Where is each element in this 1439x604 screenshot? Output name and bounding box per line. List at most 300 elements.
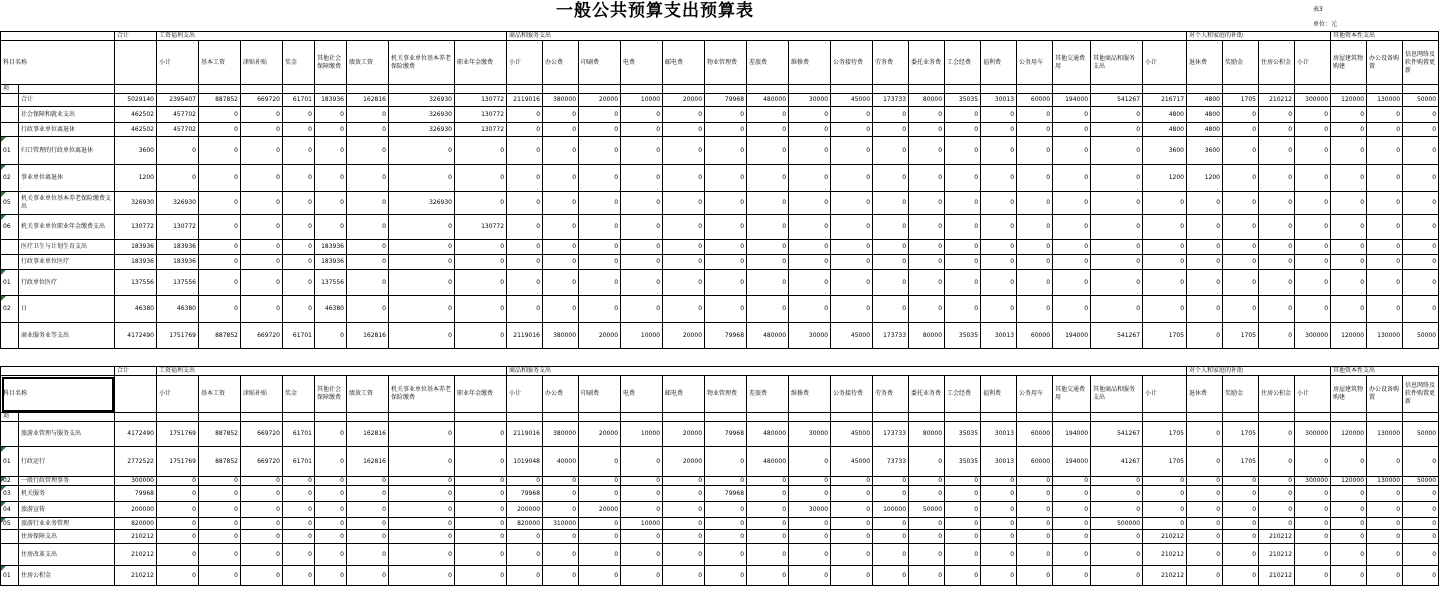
value-cell[interactable]: 0 [1053, 107, 1091, 123]
value-cell[interactable]: 130000 [1367, 323, 1403, 349]
value-cell[interactable]: 0 [1331, 296, 1367, 323]
value-cell[interactable]: 380000 [543, 94, 579, 107]
value-cell[interactable]: 0 [1403, 486, 1439, 502]
value-cell[interactable]: 210212 [1259, 544, 1295, 566]
value-cell[interactable]: 326930 [157, 192, 199, 215]
value-cell[interactable]: 0 [873, 270, 909, 296]
value-cell[interactable]: 210212 [1143, 544, 1187, 566]
value-cell[interactable]: 0 [157, 502, 199, 518]
value-cell[interactable]: 0 [1091, 215, 1143, 240]
value-cell[interactable]: 0 [747, 544, 789, 566]
value-cell[interactable]: 0 [283, 137, 315, 165]
subject-name-cell[interactable]: 旅游行业业务管理 [19, 518, 115, 530]
value-cell[interactable]: 0 [621, 255, 663, 270]
value-cell[interactable]: 0 [1091, 240, 1143, 255]
value-cell[interactable]: 5029140 [115, 94, 157, 107]
value-cell[interactable]: 0 [1331, 123, 1367, 137]
value-cell[interactable]: 0 [621, 165, 663, 192]
value-cell[interactable]: 300000 [1295, 323, 1331, 349]
value-cell[interactable]: 380000 [543, 323, 579, 349]
value-cell[interactable]: 326930 [389, 123, 455, 137]
code-cell[interactable]: 02 [1, 477, 19, 486]
value-cell[interactable]: 0 [199, 477, 241, 486]
value-cell[interactable]: 0 [705, 518, 747, 530]
subject-name-cell[interactable]: 行政单位医疗 [19, 270, 115, 296]
code-cell[interactable] [1, 422, 19, 447]
code-cell[interactable] [1, 123, 19, 137]
code-cell[interactable]: 02 [1, 296, 19, 323]
value-cell[interactable]: 0 [1331, 192, 1367, 215]
value-cell[interactable]: 4800 [1187, 123, 1223, 137]
value-cell[interactable]: 0 [507, 566, 543, 586]
value-cell[interactable]: 0 [315, 486, 347, 502]
value-cell[interactable]: 0 [1259, 477, 1295, 486]
value-cell[interactable]: 20000 [579, 422, 621, 447]
value-cell[interactable]: 61701 [283, 422, 315, 447]
value-cell[interactable]: 1705 [1223, 447, 1259, 477]
value-cell[interactable]: 0 [747, 215, 789, 240]
value-cell[interactable]: 0 [199, 165, 241, 192]
value-cell[interactable]: 137556 [315, 270, 347, 296]
value-cell[interactable]: 0 [909, 530, 945, 544]
value-cell[interactable]: 0 [455, 240, 507, 255]
value-cell[interactable]: 0 [981, 486, 1017, 502]
value-cell[interactable]: 130000 [1367, 477, 1403, 486]
value-cell[interactable]: 0 [1091, 477, 1143, 486]
value-cell[interactable]: 0 [789, 530, 831, 544]
value-cell[interactable]: 0 [1053, 192, 1091, 215]
value-cell[interactable]: 0 [945, 215, 981, 240]
value-cell[interactable]: 0 [705, 165, 747, 192]
value-cell[interactable]: 0 [621, 486, 663, 502]
value-cell[interactable]: 30013 [981, 447, 1017, 477]
value-cell[interactable]: 0 [1259, 502, 1295, 518]
value-cell[interactable]: 0 [455, 192, 507, 215]
value-cell[interactable]: 0 [873, 296, 909, 323]
value-cell[interactable]: 194000 [1053, 323, 1091, 349]
value-cell[interactable]: 0 [507, 530, 543, 544]
value-cell[interactable]: 0 [389, 165, 455, 192]
value-cell[interactable]: 0 [873, 123, 909, 137]
value-cell[interactable]: 0 [621, 502, 663, 518]
value-cell[interactable]: 0 [1331, 270, 1367, 296]
value-cell[interactable]: 0 [579, 530, 621, 544]
value-cell[interactable]: 0 [347, 477, 389, 486]
value-cell[interactable]: 0 [1403, 447, 1439, 477]
value-cell[interactable]: 183936 [315, 94, 347, 107]
value-cell[interactable]: 0 [621, 240, 663, 255]
value-cell[interactable]: 0 [283, 502, 315, 518]
value-cell[interactable]: 4172490 [115, 422, 157, 447]
value-cell[interactable]: 0 [283, 296, 315, 323]
value-cell[interactable]: 0 [389, 323, 455, 349]
value-cell[interactable]: 0 [831, 137, 873, 165]
code-cell[interactable]: 05 [1, 518, 19, 530]
value-cell[interactable]: 0 [283, 544, 315, 566]
value-cell[interactable]: 0 [873, 486, 909, 502]
value-cell[interactable]: 0 [1331, 240, 1367, 255]
value-cell[interactable]: 0 [981, 566, 1017, 586]
value-cell[interactable]: 0 [1017, 165, 1053, 192]
value-cell[interactable]: 0 [1143, 477, 1187, 486]
value-cell[interactable]: 0 [199, 107, 241, 123]
value-cell[interactable]: 0 [1367, 192, 1403, 215]
value-cell[interactable]: 173733 [873, 94, 909, 107]
value-cell[interactable]: 0 [747, 255, 789, 270]
value-cell[interactable]: 3600 [1187, 137, 1223, 165]
value-cell[interactable]: 0 [543, 255, 579, 270]
value-cell[interactable]: 194000 [1053, 422, 1091, 447]
value-cell[interactable]: 0 [1259, 270, 1295, 296]
value-cell[interactable]: 30013 [981, 94, 1017, 107]
value-cell[interactable]: 887852 [199, 323, 241, 349]
value-cell[interactable]: 0 [1017, 192, 1053, 215]
value-cell[interactable]: 0 [705, 296, 747, 323]
value-cell[interactable]: 0 [1295, 255, 1331, 270]
value-cell[interactable]: 0 [747, 477, 789, 486]
value-cell[interactable]: 0 [199, 518, 241, 530]
value-cell[interactable]: 0 [747, 123, 789, 137]
value-cell[interactable]: 0 [1187, 477, 1223, 486]
value-cell[interactable]: 480000 [747, 447, 789, 477]
value-cell[interactable]: 20000 [579, 323, 621, 349]
value-cell[interactable]: 0 [347, 240, 389, 255]
value-cell[interactable]: 0 [1295, 530, 1331, 544]
value-cell[interactable]: 0 [507, 192, 543, 215]
value-cell[interactable]: 0 [1053, 123, 1091, 137]
value-cell[interactable]: 0 [1367, 215, 1403, 240]
value-cell[interactable]: 0 [1367, 502, 1403, 518]
code-cell[interactable] [1, 255, 19, 270]
value-cell[interactable]: 2119016 [507, 422, 543, 447]
value-cell[interactable]: 0 [1223, 192, 1259, 215]
value-cell[interactable]: 1019048 [507, 447, 543, 477]
value-cell[interactable]: 216717 [1143, 94, 1187, 107]
value-cell[interactable]: 0 [831, 165, 873, 192]
value-cell[interactable]: 210212 [115, 544, 157, 566]
subject-name-cell[interactable]: 机关事业单位基本养老保险缴费支出 [19, 192, 115, 215]
subject-name-cell[interactable]: 旅游业管理与服务支出 [19, 422, 115, 447]
value-cell[interactable]: 0 [543, 192, 579, 215]
value-cell[interactable]: 0 [1187, 215, 1223, 240]
value-cell[interactable]: 0 [747, 296, 789, 323]
value-cell[interactable]: 1705 [1143, 447, 1187, 477]
value-cell[interactable]: 0 [663, 544, 705, 566]
value-cell[interactable]: 130772 [455, 107, 507, 123]
value-cell[interactable]: 0 [945, 502, 981, 518]
value-cell[interactable]: 0 [1053, 502, 1091, 518]
value-cell[interactable]: 0 [621, 477, 663, 486]
value-cell[interactable]: 0 [1259, 137, 1295, 165]
value-cell[interactable]: 0 [507, 165, 543, 192]
subject-name-cell[interactable]: 住房保障支出 [19, 530, 115, 544]
value-cell[interactable]: 183936 [115, 240, 157, 255]
value-cell[interactable]: 0 [543, 107, 579, 123]
subject-name-cell[interactable]: 归口管理的行政单位离退休 [19, 137, 115, 165]
value-cell[interactable]: 0 [1331, 215, 1367, 240]
value-cell[interactable]: 0 [1367, 518, 1403, 530]
value-cell[interactable]: 887852 [199, 422, 241, 447]
value-cell[interactable]: 130772 [115, 215, 157, 240]
value-cell[interactable]: 0 [347, 544, 389, 566]
value-cell[interactable]: 0 [455, 255, 507, 270]
value-cell[interactable]: 0 [455, 447, 507, 477]
value-cell[interactable]: 0 [663, 107, 705, 123]
value-cell[interactable]: 0 [1367, 123, 1403, 137]
value-cell[interactable]: 669720 [241, 447, 283, 477]
value-cell[interactable]: 30013 [981, 422, 1017, 447]
value-cell[interactable]: 0 [831, 255, 873, 270]
value-cell[interactable]: 0 [579, 477, 621, 486]
value-cell[interactable]: 173733 [873, 422, 909, 447]
value-cell[interactable]: 0 [507, 255, 543, 270]
value-cell[interactable]: 0 [455, 486, 507, 502]
code-cell[interactable]: 05 [1, 192, 19, 215]
value-cell[interactable]: 0 [455, 530, 507, 544]
subject-name-cell[interactable]: 一般行政管理事务 [19, 477, 115, 486]
value-cell[interactable]: 0 [831, 270, 873, 296]
value-cell[interactable]: 0 [1223, 502, 1259, 518]
code-cell[interactable] [1, 240, 19, 255]
value-cell[interactable]: 0 [283, 486, 315, 502]
value-cell[interactable]: 0 [579, 123, 621, 137]
value-cell[interactable]: 35035 [945, 422, 981, 447]
value-cell[interactable]: 173733 [873, 323, 909, 349]
value-cell[interactable]: 0 [315, 192, 347, 215]
value-cell[interactable]: 0 [831, 518, 873, 530]
value-cell[interactable]: 380000 [543, 422, 579, 447]
value-cell[interactable]: 0 [347, 296, 389, 323]
value-cell[interactable]: 0 [157, 137, 199, 165]
value-cell[interactable]: 0 [241, 530, 283, 544]
value-cell[interactable]: 0 [1091, 107, 1143, 123]
value-cell[interactable]: 541267 [1091, 323, 1143, 349]
value-cell[interactable]: 30000 [789, 323, 831, 349]
value-cell[interactable]: 0 [1143, 518, 1187, 530]
value-cell[interactable]: 0 [1367, 165, 1403, 192]
value-cell[interactable]: 0 [1367, 137, 1403, 165]
value-cell[interactable]: 0 [1295, 270, 1331, 296]
value-cell[interactable]: 0 [747, 486, 789, 502]
value-cell[interactable]: 0 [1223, 240, 1259, 255]
value-cell[interactable]: 0 [1053, 165, 1091, 192]
value-cell[interactable]: 457702 [157, 123, 199, 137]
value-cell[interactable]: 0 [981, 502, 1017, 518]
value-cell[interactable]: 1751769 [157, 422, 199, 447]
value-cell[interactable]: 3600 [1143, 137, 1187, 165]
value-cell[interactable]: 2395407 [157, 94, 199, 107]
value-cell[interactable]: 0 [1187, 323, 1223, 349]
value-cell[interactable]: 0 [945, 255, 981, 270]
value-cell[interactable]: 0 [1295, 502, 1331, 518]
value-cell[interactable]: 1705 [1223, 323, 1259, 349]
value-cell[interactable]: 0 [1091, 544, 1143, 566]
value-cell[interactable]: 0 [1091, 566, 1143, 586]
value-cell[interactable]: 183936 [157, 240, 199, 255]
value-cell[interactable]: 0 [789, 215, 831, 240]
subject-name-cell[interactable]: 医疗卫生与计划生育支出 [19, 240, 115, 255]
value-cell[interactable]: 0 [283, 215, 315, 240]
value-cell[interactable]: 0 [909, 296, 945, 323]
value-cell[interactable]: 0 [1295, 486, 1331, 502]
value-cell[interactable]: 0 [747, 240, 789, 255]
value-cell[interactable]: 0 [157, 566, 199, 586]
value-cell[interactable]: 0 [315, 165, 347, 192]
value-cell[interactable]: 0 [283, 123, 315, 137]
value-cell[interactable]: 0 [1403, 566, 1439, 586]
subject-name-cell[interactable]: 事业单位离退休 [19, 165, 115, 192]
value-cell[interactable]: 0 [1295, 447, 1331, 477]
value-cell[interactable]: 0 [981, 240, 1017, 255]
value-cell[interactable]: 0 [315, 107, 347, 123]
value-cell[interactable]: 0 [663, 240, 705, 255]
value-cell[interactable]: 2772522 [115, 447, 157, 477]
value-cell[interactable]: 0 [663, 518, 705, 530]
value-cell[interactable]: 3600 [115, 137, 157, 165]
value-cell[interactable]: 0 [347, 107, 389, 123]
value-cell[interactable]: 0 [1187, 530, 1223, 544]
value-cell[interactable]: 0 [909, 192, 945, 215]
value-cell[interactable]: 0 [157, 486, 199, 502]
value-cell[interactable]: 130000 [1367, 422, 1403, 447]
value-cell[interactable]: 0 [789, 270, 831, 296]
value-cell[interactable]: 0 [1053, 566, 1091, 586]
value-cell[interactable]: 210212 [1259, 94, 1295, 107]
value-cell[interactable]: 0 [283, 270, 315, 296]
value-cell[interactable]: 0 [543, 270, 579, 296]
value-cell[interactable]: 0 [945, 123, 981, 137]
value-cell[interactable]: 0 [1223, 477, 1259, 486]
code-cell[interactable]: 01 [1, 566, 19, 586]
value-cell[interactable]: 35035 [945, 447, 981, 477]
value-cell[interactable]: 0 [347, 165, 389, 192]
value-cell[interactable]: 0 [283, 530, 315, 544]
value-cell[interactable]: 0 [1017, 137, 1053, 165]
value-cell[interactable]: 0 [945, 270, 981, 296]
value-cell[interactable]: 0 [1259, 447, 1295, 477]
value-cell[interactable]: 130772 [455, 215, 507, 240]
value-cell[interactable]: 326930 [389, 94, 455, 107]
value-cell[interactable]: 0 [747, 137, 789, 165]
value-cell[interactable]: 0 [507, 240, 543, 255]
value-cell[interactable]: 80000 [909, 94, 945, 107]
value-cell[interactable]: 0 [507, 544, 543, 566]
value-cell[interactable]: 0 [1187, 544, 1223, 566]
value-cell[interactable]: 0 [347, 530, 389, 544]
value-cell[interactable]: 0 [705, 566, 747, 586]
value-cell[interactable]: 0 [981, 215, 1017, 240]
value-cell[interactable]: 50000 [1403, 422, 1439, 447]
value-cell[interactable]: 0 [789, 255, 831, 270]
value-cell[interactable]: 0 [283, 165, 315, 192]
value-cell[interactable]: 0 [241, 270, 283, 296]
value-cell[interactable]: 0 [1367, 255, 1403, 270]
value-cell[interactable]: 0 [1403, 502, 1439, 518]
value-cell[interactable]: 10000 [621, 323, 663, 349]
value-cell[interactable]: 0 [389, 215, 455, 240]
subject-name-cell[interactable]: 合计 [19, 94, 115, 107]
value-cell[interactable]: 0 [507, 270, 543, 296]
value-cell[interactable]: 0 [389, 502, 455, 518]
value-cell[interactable]: 0 [1403, 215, 1439, 240]
value-cell[interactable]: 0 [1259, 323, 1295, 349]
value-cell[interactable]: 0 [389, 296, 455, 323]
code-cell[interactable]: 04 [1, 502, 19, 518]
value-cell[interactable]: 0 [1017, 566, 1053, 586]
value-cell[interactable]: 0 [621, 296, 663, 323]
value-cell[interactable]: 0 [389, 518, 455, 530]
value-cell[interactable]: 0 [1403, 518, 1439, 530]
value-cell[interactable]: 457702 [157, 107, 199, 123]
subject-name-cell[interactable]: 住房公积金 [19, 566, 115, 586]
value-cell[interactable]: 0 [199, 270, 241, 296]
value-cell[interactable]: 0 [579, 215, 621, 240]
value-cell[interactable]: 0 [909, 447, 945, 477]
value-cell[interactable]: 0 [1403, 107, 1439, 123]
value-cell[interactable]: 60000 [1017, 94, 1053, 107]
subject-name-cell[interactable]: 社会保障和就业支出 [19, 107, 115, 123]
value-cell[interactable]: 0 [199, 240, 241, 255]
value-cell[interactable]: 0 [831, 192, 873, 215]
value-cell[interactable]: 0 [873, 215, 909, 240]
value-cell[interactable]: 0 [315, 323, 347, 349]
value-cell[interactable]: 45000 [831, 94, 873, 107]
value-cell[interactable]: 0 [747, 502, 789, 518]
value-cell[interactable]: 0 [1187, 296, 1223, 323]
value-cell[interactable]: 0 [455, 323, 507, 349]
value-cell[interactable]: 0 [981, 192, 1017, 215]
value-cell[interactable]: 79968 [705, 94, 747, 107]
value-cell[interactable]: 0 [873, 255, 909, 270]
value-cell[interactable]: 0 [241, 477, 283, 486]
value-cell[interactable]: 0 [909, 165, 945, 192]
value-cell[interactable]: 0 [663, 486, 705, 502]
value-cell[interactable]: 820000 [507, 518, 543, 530]
value-cell[interactable]: 0 [621, 270, 663, 296]
value-cell[interactable]: 1200 [115, 165, 157, 192]
value-cell[interactable]: 2119016 [507, 94, 543, 107]
value-cell[interactable]: 0 [315, 422, 347, 447]
value-cell[interactable]: 0 [315, 137, 347, 165]
value-cell[interactable]: 0 [1331, 255, 1367, 270]
value-cell[interactable]: 0 [241, 215, 283, 240]
value-cell[interactable]: 0 [663, 192, 705, 215]
value-cell[interactable]: 0 [663, 502, 705, 518]
value-cell[interactable]: 10000 [621, 94, 663, 107]
value-cell[interactable]: 0 [1403, 137, 1439, 165]
value-cell[interactable]: 0 [831, 477, 873, 486]
value-cell[interactable]: 0 [1053, 486, 1091, 502]
value-cell[interactable]: 0 [831, 240, 873, 255]
code-cell[interactable] [1, 544, 19, 566]
value-cell[interactable]: 4800 [1143, 123, 1187, 137]
value-cell[interactable]: 30000 [789, 502, 831, 518]
value-cell[interactable]: 0 [621, 530, 663, 544]
value-cell[interactable]: 0 [945, 518, 981, 530]
value-cell[interactable]: 60000 [1017, 447, 1053, 477]
value-cell[interactable]: 0 [705, 270, 747, 296]
value-cell[interactable]: 0 [789, 296, 831, 323]
value-cell[interactable]: 0 [909, 486, 945, 502]
subject-name-cell[interactable]: 商业服务业等支出 [19, 323, 115, 349]
value-cell[interactable]: 0 [389, 137, 455, 165]
value-cell[interactable]: 0 [621, 215, 663, 240]
value-cell[interactable]: 0 [347, 518, 389, 530]
value-cell[interactable]: 0 [1223, 566, 1259, 586]
value-cell[interactable]: 0 [579, 255, 621, 270]
value-cell[interactable]: 0 [1403, 165, 1439, 192]
value-cell[interactable]: 0 [1331, 486, 1367, 502]
